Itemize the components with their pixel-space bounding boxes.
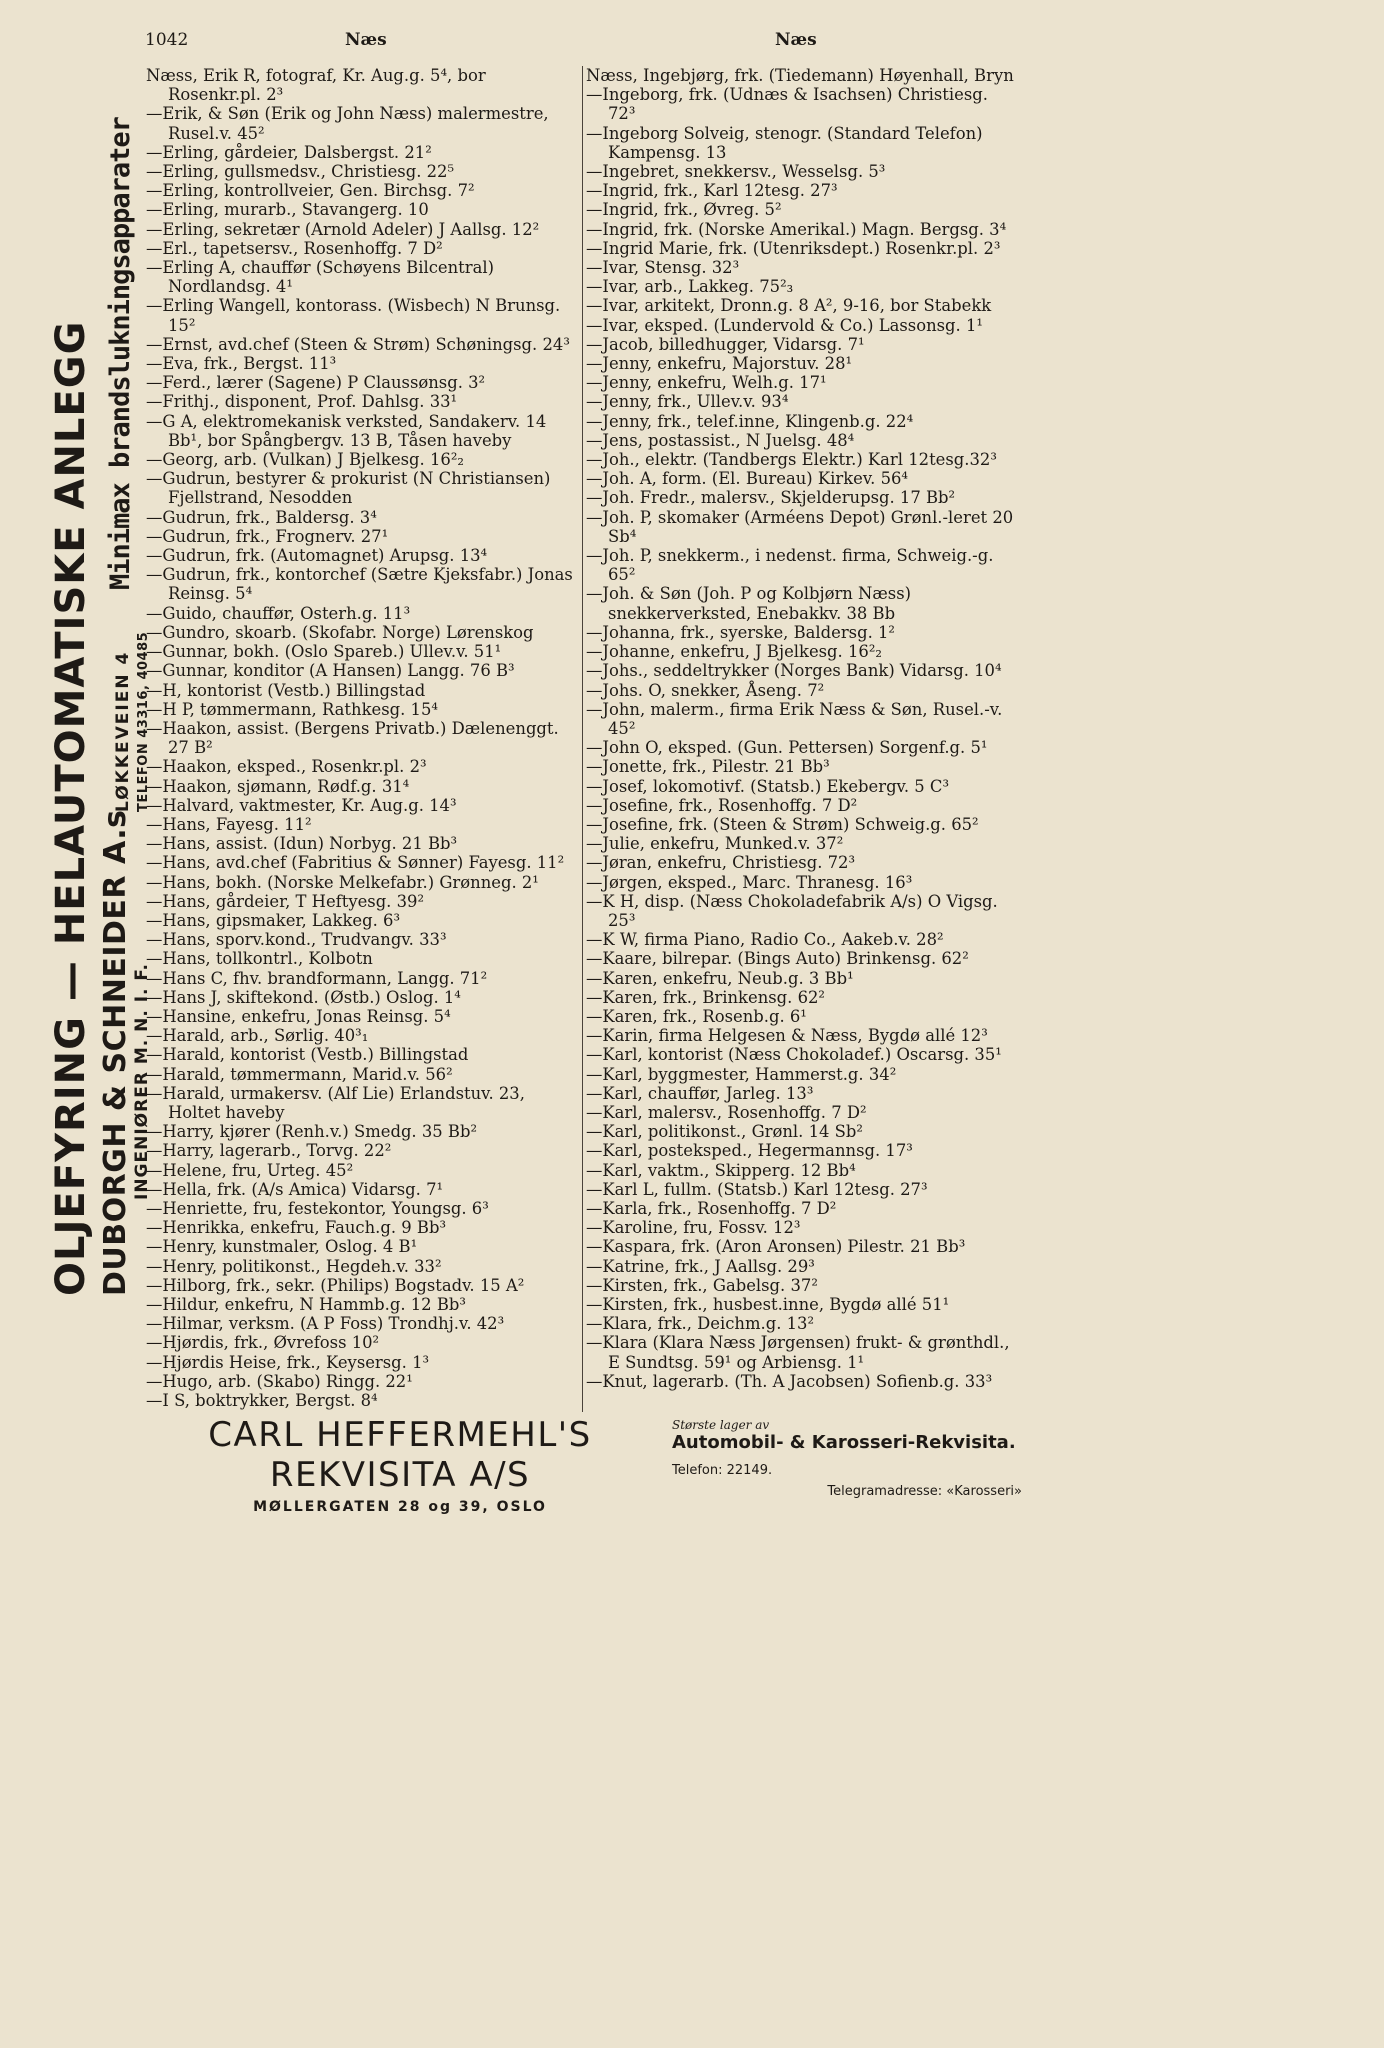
directory-entry: —Kaare, bilrepar. (Bings Auto) Brinkensg. 62² — [586, 949, 969, 969]
directory-entry: —Hans, Fayesg. 11² — [146, 814, 312, 834]
directory-entry: —Kaspara, frk. (Aron Aronsen) Pilestr. 21 Bb³ — [586, 1237, 966, 1257]
directory-entry: —Gudrun, frk., kontorchef (Sætre Kjeksfabr.) Jonas Reinsg. 5⁴ — [146, 565, 573, 604]
directory-entry: —Guido, chauffør, Osterh.g. 11³ — [146, 603, 411, 623]
directory-entry: —Joh. A, form. (El. Bureau) Kirkev. 56⁴ — [586, 469, 909, 489]
directory-entry: —Kirsten, frk., husbest.inne, Bygdø allé 51¹ — [586, 1295, 950, 1314]
directory-entry: —Hans, avd.chef (Fabritius & Sønner) Fayesg. 11² — [146, 853, 565, 873]
directory-entry: —Georg, arb. (Vulkan) J Bjelkesg. 16²₂ — [146, 450, 464, 470]
directory-entry: —Ivar, arkitekt, Dronn.g. 8 A², 9-16, bor Stabekk — [586, 296, 992, 316]
directory-entry: —Jens, postassist., N Juelsg. 48⁴ — [586, 430, 855, 450]
ad-heffermehl — [160, 1415, 640, 1515]
directory-entry: —Hjørdis, frk., Øvrefoss 10² — [146, 1333, 380, 1353]
directory-entry: —Karl, kontorist (Næss Chokoladef.) Oscarsg. 35¹ — [586, 1045, 1002, 1065]
directory-entry: —Hella, frk. (A/s Amica) Vidarsg. 7¹ — [146, 1179, 444, 1199]
directory-entry: —Ingrid, frk., Øvreg. 5² — [586, 200, 782, 220]
directory-entry: —Hilborg, frk., sekr. (Philips) Bogstadv. 15 A² — [146, 1275, 525, 1295]
directory-entry: —Karl, vaktm., Skipperg. 12 Bb⁴ — [586, 1160, 856, 1180]
directory-entry: —Jacob, billedhugger, Vidarsg. 7¹ — [586, 334, 865, 354]
directory-entry: —Gunnar, bokh. (Oslo Spareb.) Ullev.v. 51¹ — [146, 642, 502, 662]
directory-entry: —Hugo, arb. (Skabo) Ringg. 22¹ — [146, 1371, 413, 1391]
directory-entry: —Karl L, fullm. (Statsb.) Karl 12tesg. 27³ — [586, 1179, 928, 1199]
directory-entry: —Johs., seddeltrykker (Norges Bank) Vidarsg. 10⁴ — [586, 661, 1002, 681]
directory-entry: —Henriette, fru, festekontor, Youngsg. 6³ — [146, 1198, 489, 1218]
directory-entry: —Karl, malersv., Rosenhoffg. 7 D² — [586, 1102, 867, 1122]
directory-entry: —John, malerm., firma Erik Næss & Søn, Rusel.-v. 45² — [586, 699, 1003, 738]
directory-entry: —Hans C, fhv. brandformann, Langg. 71² — [146, 968, 488, 988]
ad-heffermehl-company: REKVISITA A/S — [269, 1455, 531, 1495]
directory-entry: —Gudrun, frk., Frognerv. 27¹ — [146, 526, 389, 546]
directory-entry: —Josefine, frk., Rosenhoffg. 7 D² — [586, 795, 858, 815]
directory-entry: —Karoline, fru, Fossv. 12³ — [586, 1218, 801, 1238]
sidebar-ad-engineers: INGENIØRER M. N. I. F. — [132, 962, 152, 1200]
directory-entry: —Ferd., lærer (Sagene) P Claussønsg. 3² — [146, 373, 486, 393]
directory-entry: —Haakon, sjømann, Rødf.g. 31⁴ — [146, 776, 410, 796]
directory-entry: —Erling Wangell, kontorass. (Wisbech) N Brunsg. 15² — [146, 296, 561, 335]
directory-entry: —Harry, lagerarb., Torvg. 22² — [146, 1141, 392, 1161]
ad-heffermehl-address: MØLLERGATEN 28 og 39, OSLO — [253, 1499, 547, 1515]
directory-entry: —Jenny, frk., telef.inne, Klingenb.g. 22⁴ — [586, 411, 914, 431]
directory-entry: —Knut, lagerarb. (Th. A Jacobsen) Sofienb.g. 33³ — [586, 1371, 993, 1391]
directory-entry: —Hans, assist. (Idun) Norbyg. 21 Bb³ — [146, 834, 458, 854]
directory-entry: —Ingebret, snekkersv., Wesselsg. 5³ — [586, 162, 886, 182]
directory-entry: —Karen, frk., Brinkensg. 62² — [586, 987, 826, 1007]
directory-entry: —Helene, fru, Urteg. 45² — [146, 1160, 354, 1180]
directory-entry: —Karla, frk., Rosenhoffg. 7 D² — [586, 1198, 837, 1218]
sidebar-ad-oljefyring: OLJEFYRING — HELAUTOMATISKE ANLEGG — [48, 320, 94, 1296]
directory-entry: —K H, disp. (Næss Chokoladefabrik A/s) O Vigsg. 25³ — [586, 891, 998, 930]
ad-karosseri-telegram: Telegramadresse: «Karosseri» — [827, 1484, 1022, 1499]
directory-entry: —Hans, bokh. (Norske Melkefabr.) Grønneg. 2¹ — [146, 872, 539, 892]
directory-entry: —Haakon, assist. (Bergens Privatb.) Dælenenggt. 27 B² — [146, 718, 559, 758]
directory-entry: Næss, Erik R, fotograf, Kr. Aug.g. 5⁴, bor Rosenkr.pl. 2³ — [146, 66, 486, 105]
directory-entry: —Harry, kjører (Renh.v.) Smedg. 35 Bb² — [146, 1122, 478, 1142]
directory-entry: —Eva, frk., Bergst. 11³ — [146, 354, 337, 374]
directory-entry: —Harald, arb., Sørlig. 40³₁ — [146, 1026, 369, 1046]
directory-entry: —Hans, gårdeier, T Heftyesg. 39² — [146, 891, 425, 911]
running-head-left: Næs — [345, 30, 387, 50]
directory-entry: —Hans, gipsmaker, Lakkeg. 6³ — [146, 910, 401, 930]
directory-entry: —Erling, kontrollveier, Gen. Birchsg. 7² — [146, 181, 475, 201]
directory-entry: —Julie, enkefru, Munked.v. 37² — [586, 834, 844, 854]
directory-entry: —Karen, frk., Rosenb.g. 6¹ — [586, 1006, 807, 1026]
directory-entry: —Joh. Fredr., malersv., Skjelderupsg. 17 Bb² — [586, 488, 956, 508]
directory-entry: —Gudrun, bestyrer & prokurist (N Christiansen) Fjellstrand, Nesodden — [146, 469, 551, 508]
directory-entry: —Karl, politikonst., Grønl. 14 Sb² — [586, 1122, 863, 1142]
directory-entry: —Halvard, vaktmester, Kr. Aug.g. 14³ — [146, 795, 457, 815]
directory-entry: —Ivar, eksped. (Lundervold & Co.) Lassonsg. 1¹ — [586, 315, 983, 335]
directory-entry: —I S, boktrykker, Bergst. 8⁴ — [146, 1391, 378, 1411]
left-column — [146, 66, 578, 1410]
ad-heffermehl-name: CARL HEFFERMEHL'S — [208, 1415, 592, 1455]
directory-entry: —Erik, & Søn (Erik og John Næss) malermestre, Rusel.v. 45² — [146, 104, 549, 143]
directory-entry: —Josef, lokomotivf. (Statsb.) Ekebergv. 5 C³ — [586, 776, 950, 796]
directory-entry: —Jenny, enkefru, Welh.g. 17¹ — [586, 373, 827, 393]
directory-entry: —Jenny, frk., Ullev.v. 93⁴ — [586, 392, 789, 412]
directory-entry: —Gudrun, frk., Baldersg. 3⁴ — [146, 507, 377, 527]
directory-entry: —Ingrid, frk. (Norske Amerikal.) Magn. Bergsg. 3⁴ — [586, 219, 1007, 239]
directory-entry: —Erling, murarb., Stavangerg. 10 — [146, 200, 429, 220]
directory-entry: —Henrikka, enkefru, Fauch.g. 9 Bb³ — [146, 1218, 447, 1238]
page-number: 1042 — [145, 30, 189, 50]
directory-entry: —Ernst, avd.chef (Steen & Strøm) Schøningsg. 24³ — [146, 334, 570, 354]
directory-entry: —Klara, frk., Deichm.g. 13² — [586, 1314, 815, 1334]
running-head-right: Næs — [775, 30, 817, 50]
directory-entry: —Hansine, enkefru, Jonas Reinsg. 5⁴ — [146, 1006, 451, 1026]
directory-entry: —Erling A, chauffør (Schøyens Bilcentral) Nordlandsg. 4¹ — [146, 258, 494, 297]
directory-entry: —Joh. & Søn (Joh. P og Kolbjørn Næss) snekkerverksted, Enebakkv. 38 Bb — [586, 584, 912, 623]
sidebar-ad-phone: TELEFON 43316, 40485 — [136, 631, 151, 812]
directory-entry: —Jonette, frk., Pilestr. 21 Bb³ — [586, 757, 830, 777]
directory-entry: —Karl, posteksped., Hegermannsg. 17³ — [586, 1141, 913, 1161]
directory-entry: —Josefine, frk. (Steen & Strøm) Schweig.g. 65² — [586, 814, 979, 834]
directory-entry: —Hjørdis Heise, frk., Keysersg. 1³ — [146, 1352, 430, 1372]
directory-entry: Næss, Ingebjørg, frk. (Tiedemann) Høyenhall, Bryn — [586, 66, 1014, 85]
right-column — [586, 66, 1018, 1391]
directory-entry: —Harald, kontorist (Vestb.) Billingstad — [146, 1045, 469, 1065]
directory-entry: —Ingrid Marie, frk. (Utenriksdept.) Rosenkr.pl. 2³ — [586, 238, 1001, 258]
directory-entry: —Gunnar, konditor (A Hansen) Langg. 76 B³ — [146, 661, 515, 681]
directory-entry: —Haakon, eksped., Rosenkr.pl. 2³ — [146, 757, 427, 777]
directory-entry: —Joh. P, skomaker (Arméens Depot) Grønl.-leret 20 Sb⁴ — [586, 507, 1014, 546]
directory-entry: —Johs. O, snekker, Åseng. 7² — [586, 680, 825, 700]
directory-entry: —Klara (Klara Næss Jørgensen) frukt- & grønthdl., E Sundtsg. 59¹ og Arbiensg. 1¹ — [586, 1333, 1010, 1372]
directory-entry: —Gudrun, frk. (Automagnet) Arupsg. 13⁴ — [146, 546, 488, 566]
directory-entry: —Hildur, enkefru, N Hammb.g. 12 Bb³ — [146, 1295, 466, 1314]
directory-entry: —Johanna, frk., syerske, Baldersg. 1² — [586, 622, 896, 642]
sidebar-ad-company: DUBORGH & SCHNEIDER A.s — [98, 809, 133, 1296]
directory-entry: —Karin, firma Helgesen & Næss, Bygdø allé 12³ — [586, 1026, 988, 1046]
directory-entry: —Hilmar, verksm. (A P Foss) Trondhj.v. 42³ — [146, 1314, 505, 1334]
directory-entry: —Kirsten, frk., Gabelsg. 37² — [586, 1275, 818, 1295]
directory-entry: —Erl., tapetsersv., Rosenhoffg. 7 D² — [146, 238, 443, 258]
directory-entry: —Erling, gårdeier, Dalsbergst. 21² — [146, 142, 432, 162]
directory-entry: —Erling, gullsmedsv., Christiesg. 22⁵ — [146, 162, 455, 182]
directory-entry: —H P, tømmermann, Rathkesg. 15⁴ — [146, 699, 438, 719]
ad-karosseri-phone: Telefon: 22149. — [672, 1463, 773, 1478]
directory-entry: —Jøran, enkefru, Christiesg. 72³ — [586, 853, 856, 873]
directory-entry: —Karen, enkefru, Neub.g. 3 Bb¹ — [586, 968, 854, 988]
directory-entry: —Frithj., disponent, Prof. Dahlsg. 33¹ — [146, 392, 458, 412]
column-divider — [582, 66, 583, 1412]
directory-entry: —Joh., elektr. (Tandbergs Elektr.) Karl 12tesg.32³ — [586, 450, 997, 470]
ad-karosseri — [672, 1418, 1022, 1499]
directory-entry: —Gundro, skoarb. (Skofabr. Norge) Lørenskog — [146, 622, 534, 642]
directory-entry: —Hans, tollkontrl., Kolbotn — [146, 949, 373, 969]
ad-karosseri-tagline: Største lager av — [672, 1418, 770, 1432]
directory-entry: —Ivar, arb., Lakkeg. 75²₃ — [586, 277, 794, 297]
directory-entry: —Ingeborg, frk. (Udnæs & Isachsen) Christiesg. 72³ — [586, 85, 988, 124]
directory-entry: —Harald, urmakersv. (Alf Lie) Erlandstuv. 23, Holtet haveby — [146, 1083, 525, 1122]
directory-entry: —Erling, sekretær (Arnold Adeler) J Aallsg. 12² — [146, 219, 540, 239]
directory-entry: —G A, elektromekanisk verksted, Sandakerv. 14 Bb¹, bor Spångbergv. 13 B, Tåsen haveby — [146, 411, 547, 450]
directory-entry: —H, kontorist (Vestb.) Billingstad — [146, 680, 426, 700]
sidebar-ad-address: LØKKEVEIEN 4 — [113, 650, 133, 812]
directory-entry: —Johanne, enkefru, J Bjelkesg. 16²₂ — [586, 642, 882, 662]
sidebar-ad-minimax: Minimax brandslukningsapparater — [105, 117, 136, 590]
directory-entry: —Henry, kunstmaler, Oslog. 4 B¹ — [146, 1237, 418, 1257]
directory-entry: —Karl, chauffør, Jarleg. 13³ — [586, 1083, 814, 1103]
directory-entry: —Jenny, enkefru, Majorstuv. 28¹ — [586, 354, 853, 374]
directory-entry: —Hans, sporv.kond., Trudvangv. 33³ — [146, 930, 447, 950]
directory-entry: —Karl, byggmester, Hammerst.g. 34² — [586, 1064, 897, 1084]
directory-entry: —K W, firma Piano, Radio Co., Aakeb.v. 28² — [586, 930, 944, 950]
directory-entry: —Hans J, skiftekond. (Østb.) Oslog. 1⁴ — [146, 987, 461, 1007]
directory-entry: —Katrine, frk., J Aallsg. 29³ — [586, 1256, 815, 1276]
directory-entry: —Ivar, Stensg. 32³ — [586, 258, 740, 278]
directory-entry: —Ingrid, frk., Karl 12tesg. 27³ — [586, 181, 838, 201]
directory-entry: —John O, eksped. (Gun. Pettersen) Sorgenf.g. 5¹ — [586, 738, 988, 758]
ad-karosseri-headline: Automobil- & Karosseri-Rekvisita. — [672, 1432, 1016, 1453]
directory-entry: —Ingeborg Solveig, stenogr. (Standard Telefon) Kampensg. 13 — [586, 123, 983, 162]
directory-entry: —Henry, politikonst., Hegdeh.v. 33² — [146, 1256, 442, 1276]
directory-entry: —Jørgen, eksped., Marc. Thranesg. 16³ — [586, 872, 913, 892]
directory-entry: —Joh. P, snekkerm., i nedenst. firma, Schweig.-g. 65² — [586, 546, 994, 585]
directory-entry: —Harald, tømmermann, Marid.v. 56² — [146, 1064, 453, 1084]
